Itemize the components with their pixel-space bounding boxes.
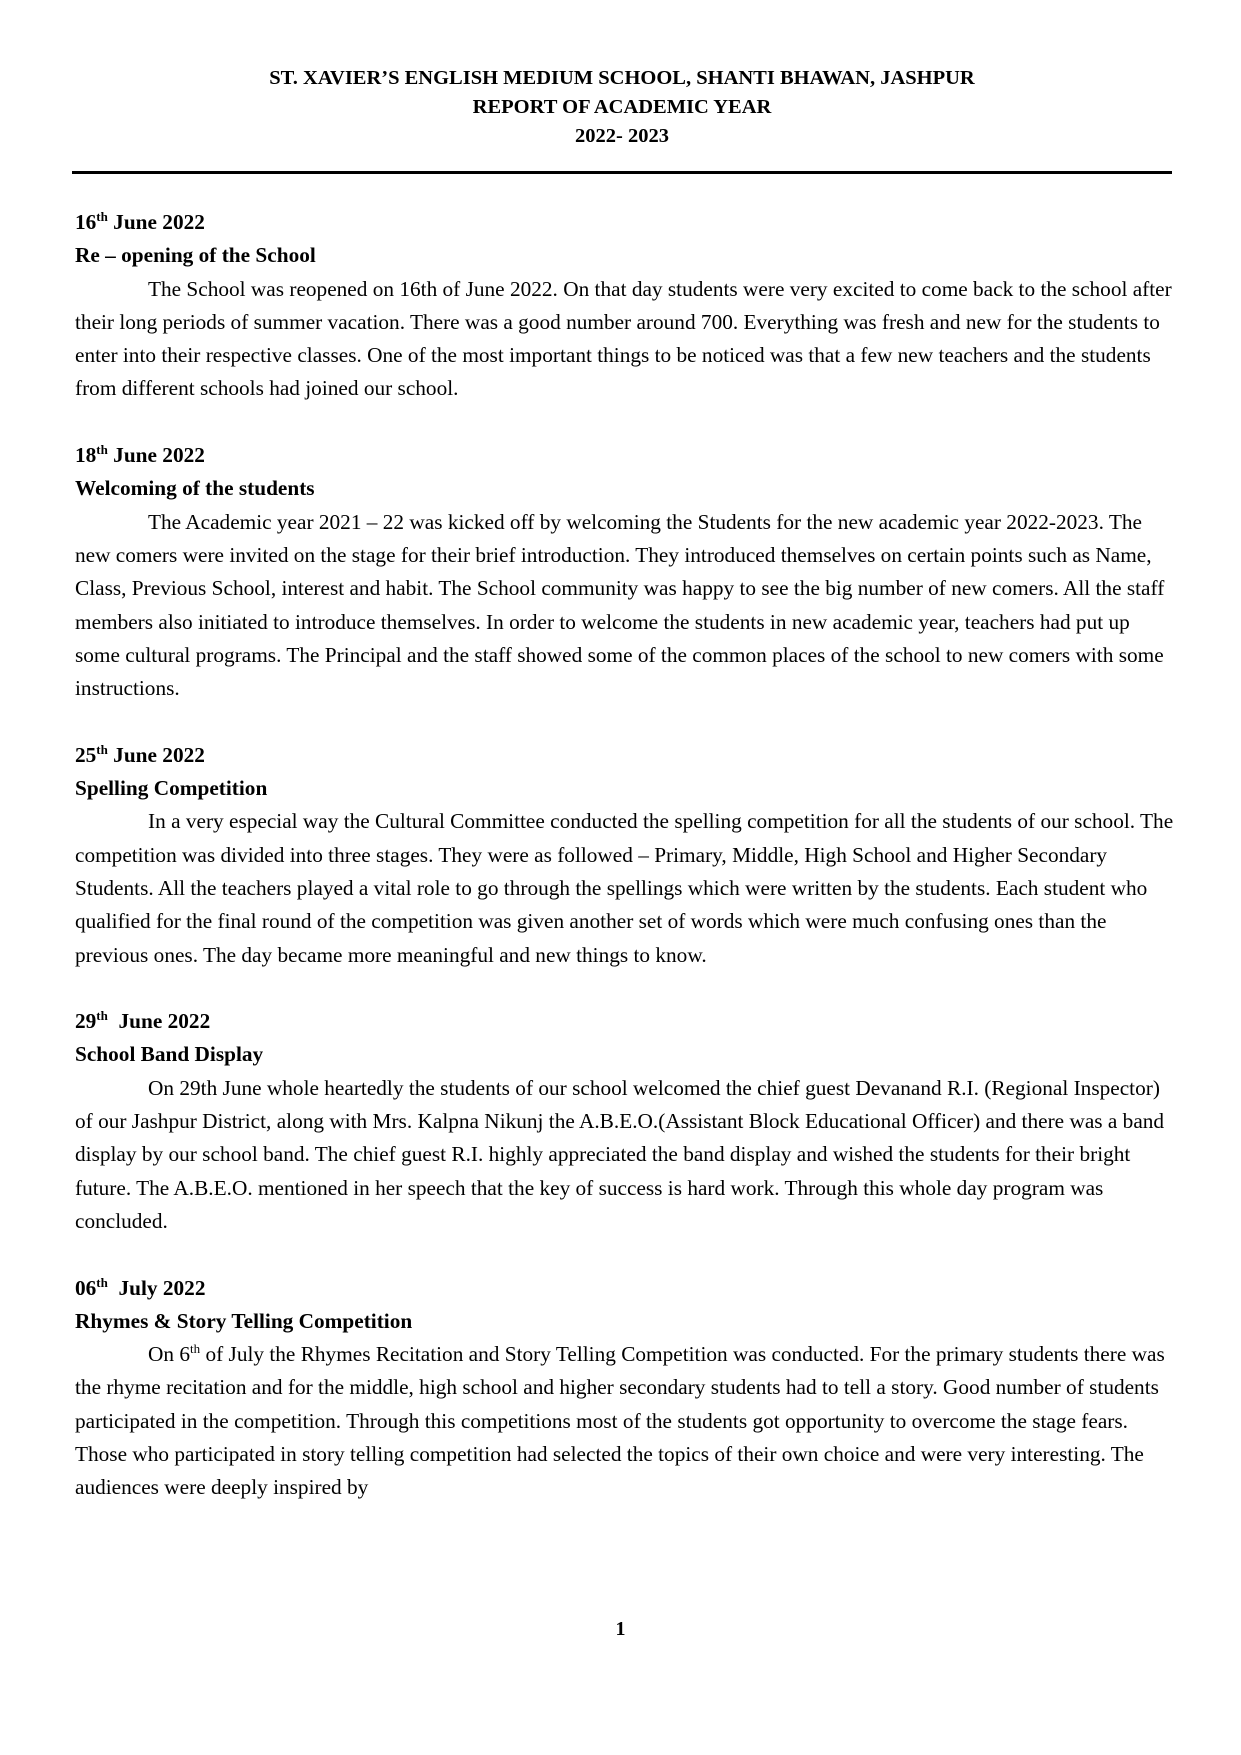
description-suffix-sup: th — [190, 1341, 201, 1356]
event-date — [75, 206, 1175, 239]
event-description: The Academic year 2021 – 22 was kicked off by welcoming the Students for the new academic year 2022-2023. The new comers were invited on the stage for their brief introduction. They introduced themselves on certain points such as Name, Class, Previous School, interest and habit. The School community was happy to see the big number of new comers. All the staff members also initiated to introduce themselves. In order to welcome the students in new academic year, teachers had put up some cultural programs. The Principal and the staff showed some of the common places of the school to new comers with some instructions. — [75, 509, 1165, 701]
event-description — [75, 1338, 1175, 1504]
report-title: REPORT OF ACADEMIC YEAR — [472, 96, 772, 118]
date-month-year: June 2022 — [107, 1009, 211, 1034]
academic-year: 2022- 2023 — [575, 125, 669, 147]
date-day: 29 — [75, 1009, 97, 1034]
header-divider — [72, 171, 1172, 174]
date-suffix: th — [96, 1008, 108, 1024]
event-section — [75, 1272, 1175, 1505]
school-name: ST. XAVIER’S ENGLISH MEDIUM SCHOOL, SHANTI BHAWAN, JASHPUR — [269, 67, 975, 89]
event-date — [75, 1005, 1175, 1038]
event-title: Welcoming of the students — [75, 476, 315, 501]
date-suffix: th — [96, 741, 108, 757]
event-section — [75, 439, 1175, 705]
date-month-year: July 2022 — [107, 1275, 206, 1300]
date-day: 25 — [75, 742, 97, 767]
description-text: of July the Rhymes Recitation and Story Telling Competition was conducted. For the primary students there was the rhyme recitation and for the middle, high school and higher secondary students had to tell a story. Good number of students participated in the competition. Through this competitions most of the students got opportunity to overcome the stage fears. Those who participated in story telling competition had selected the topics of their own choice and were very interesting. The audiences were deeply inspired by — [75, 1342, 1165, 1500]
document-header — [72, 64, 1172, 151]
event-date — [75, 1272, 1175, 1305]
page-number: 1 — [615, 1618, 626, 1640]
event-title: Re – opening of the School — [75, 243, 316, 268]
date-month-year: June 2022 — [107, 742, 205, 767]
date-day: 18 — [75, 443, 97, 468]
event-section — [75, 206, 1175, 406]
event-title: School Band Display — [75, 1042, 264, 1067]
description-prefix: On 6 — [148, 1342, 191, 1367]
date-suffix: th — [96, 208, 108, 224]
event-date — [75, 439, 1175, 472]
report-body — [75, 206, 1175, 1538]
date-month-year: June 2022 — [107, 210, 205, 234]
event-description: On 29th June whole heartedly the students of our school welcomed the chief guest Devanand R.I. (Regional Inspector) of our Jashpur District, along with Mrs. Kalpna Nikunj the A.B.E.O.(Assistant Block Educational Officer) and there was a band display by our school band. The chief guest R.I. highly appreciated the band display and wished the students for their bright future. The A.B.E.O. mentioned in her speech that the key of success is hard work. Through this whole day program was concluded. — [75, 1075, 1165, 1233]
date-suffix: th — [96, 1274, 108, 1290]
date-day: 06 — [75, 1275, 97, 1300]
event-section — [75, 1005, 1175, 1238]
event-description: In a very especial way the Cultural Committee conducted the spelling competition for all the students of our school. The competition was divided into three stages. They were as followed – Primary, Middle, High School and Higher Secondary Students. All the teachers played a vital role to go through the spellings which were written by the students. Each student who qualified for the final round of the competition was given another set of words which were much confusing ones than the previous ones. The day became more meaningful and new things to know. — [75, 809, 1174, 967]
event-title: Spelling Competition — [75, 776, 268, 801]
date-day: 16 — [75, 210, 97, 234]
date-month-year: June 2022 — [107, 443, 205, 468]
date-suffix: th — [96, 441, 108, 457]
event-section — [75, 739, 1175, 972]
event-date — [75, 739, 1175, 772]
event-title: Rhymes & Story Telling Competition — [75, 1308, 413, 1333]
event-description: The School was reopened on 16th of June 2022. On that day students were very excited to come back to the school after their long periods of summer vacation. There was a good number around 700. Everything was fresh and new for the students to enter into their respective classes. One of the most important things to be noticed was that a few new teachers and the students from different schools had joined our school. — [75, 276, 1172, 401]
